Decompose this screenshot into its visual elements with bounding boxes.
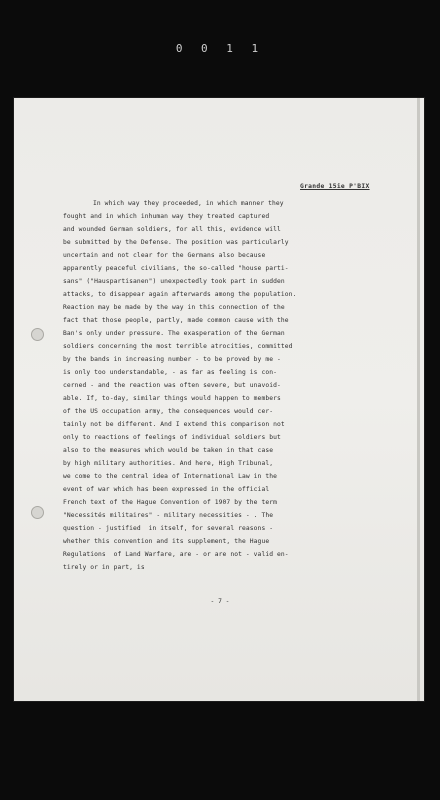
document-header: Grande 15ie P'BIX [300, 183, 370, 190]
text-line: cerned - and the reaction was often severe, but unavoid- [63, 382, 281, 389]
punch-hole-icon [31, 328, 44, 341]
text-line: also to the measures which would be taken in that case [63, 447, 274, 454]
text-line: whether this convention and its supplement, the Hague [63, 538, 270, 545]
text-line: In which way they proceeded, in which manner they [93, 200, 284, 207]
text-line: by the bands in increasing number - to be proved by me - [63, 356, 281, 363]
text-line: fought and in which inhuman way they treated captured [63, 213, 270, 220]
text-line: Ban's only under pressure. The exasperation of the German [63, 330, 285, 337]
text-line: tainly not be different. And I extend this comparison not [63, 421, 285, 428]
text-line: only to reactions of feelings of individual soldiers but [63, 434, 281, 441]
text-line: French text of the Hague Convention of 1907 by the term [63, 499, 278, 506]
text-line: attacks, to disappear again afterwards among the population. [63, 291, 297, 298]
text-line: we come to the central idea of International Law in the [63, 473, 278, 480]
text-line: Reaction may be made by the way in this connection of the [63, 304, 285, 311]
text-line: of the US occupation army, the consequences would cer- [63, 408, 274, 415]
text-line: soldiers concerning the most terrible atrocities, committed [63, 343, 293, 350]
text-line: uncertain and not clear for the Germans also because [63, 252, 266, 259]
text-line: event of war which has been expressed in the official [63, 486, 270, 493]
text-line: "Necessités militaires" - military necessities - . The [63, 512, 274, 519]
page-edge [417, 98, 420, 701]
text-line: be submitted by the Defense. The position was particularly [63, 239, 289, 246]
text-line: by high military authorities. And here, High Tribunal, [63, 460, 274, 467]
microfilm-frame-number: 0 0 1 1 [175, 42, 265, 55]
text-line: able. If, to-day, similar things would happen to members [63, 395, 281, 402]
text-line: Regulations of Land Warfare, are - or are not - valid en- [63, 551, 289, 558]
text-line: tirely or in part, is [63, 564, 145, 571]
text-line: is only too understandable, - as far as feeling is con- [63, 369, 278, 376]
text-line: fact that those people, partly, made common cause with the [63, 317, 289, 324]
text-line: sans" ("Hauspartisanen") unexpectedly took part in sudden [63, 278, 285, 285]
text-line: and wounded German soldiers, for all this, evidence will [63, 226, 281, 233]
text-line: question - justified in itself, for several reasons - [63, 525, 274, 532]
text-line: apparently peaceful civilians, the so-called "house parti- [63, 265, 289, 272]
punch-hole-icon [31, 506, 44, 519]
page-number: - 7 - [210, 598, 230, 605]
